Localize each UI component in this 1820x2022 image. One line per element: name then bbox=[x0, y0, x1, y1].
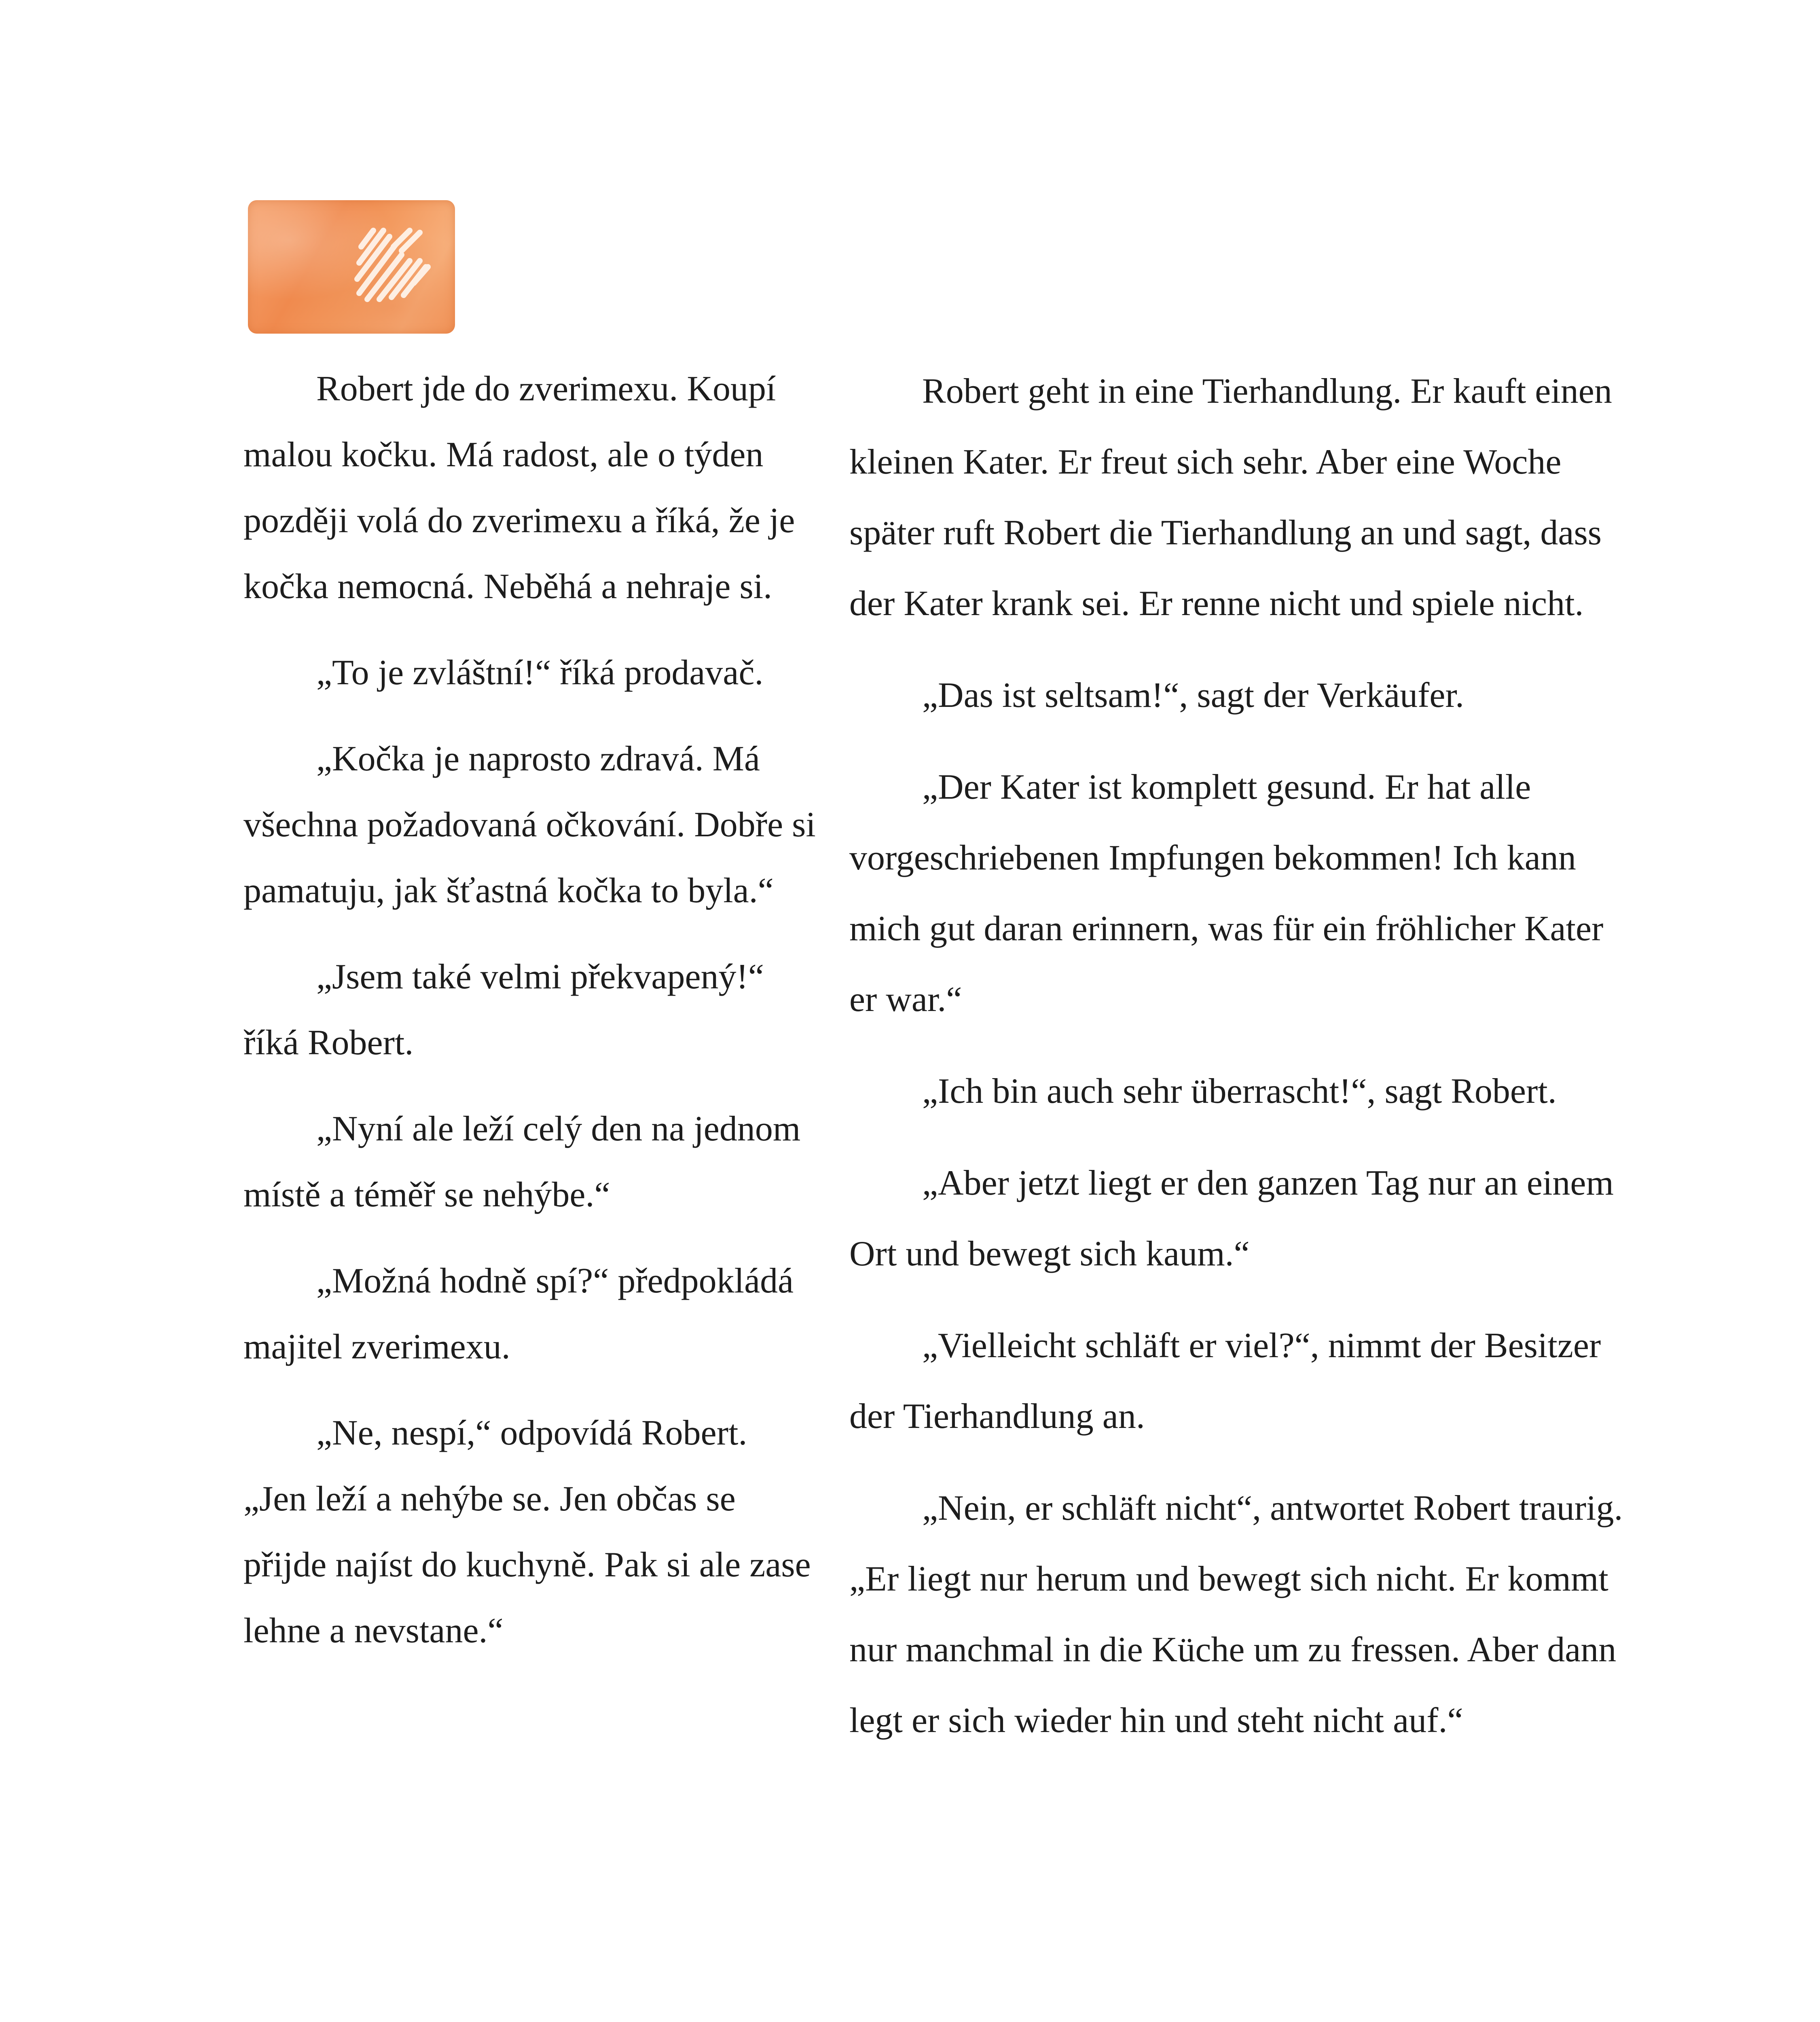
german-paragraph-3: „Der Kater ist komplett gesund. Er hat alle vorgeschriebenen Impfungen bekommen! Ich kann mich gut daran erinnern, was für ein fröhlicher Kater er war.“ bbox=[849, 768, 1604, 1019]
czech-paragraph-2: „To je zvláštní!“ říká prodavač. bbox=[316, 653, 764, 692]
german-paragraph-2: „Das ist seltsam!“, sagt der Verkäufer. bbox=[922, 676, 1464, 715]
german-paragraph-6: „Vielleicht schläft er viel?“, nimmt der Besitzer der Tierhandlung an. bbox=[849, 1326, 1601, 1436]
czech-paragraph-6: „Možná hodně spí?“ předpokládá majitel zverimexu. bbox=[243, 1261, 794, 1366]
czech-paragraph-7: „Ne, nespí,“ odpovídá Robert. „Jen leží a nehýbe se. Jen občas se přijde najíst do kuchyně. Pak si ale zase lehne a nevstane.“ bbox=[243, 1413, 811, 1650]
czech-paragraph-1: Robert jde do zverimexu. Koupí malou kočku. Má radost, ale o týden později volá do zverimexu a říká, že je kočka nemocná. Neběhá a nehraje si. bbox=[243, 369, 795, 606]
czech-paragraph-4: „Jsem také velmi překvapený!“ říká Robert. bbox=[243, 957, 764, 1062]
german-paragraph-5: „Aber jetzt liegt er den ganzen Tag nur an einem Ort und bewegt sich kaum.“ bbox=[849, 1163, 1614, 1273]
decorative-badge bbox=[248, 200, 455, 334]
decorative-stripes-icon bbox=[349, 222, 434, 307]
german-paragraph-4: „Ich bin auch sehr überrascht!“, sagt Robert. bbox=[922, 1072, 1557, 1111]
czech-column bbox=[243, 356, 818, 1664]
german-column bbox=[849, 356, 1626, 1756]
czech-paragraph-3: „Kočka je naprosto zdravá. Má všechna požadovaná očkování. Dobře si pamatuju, jak šťastná kočka to byla.“ bbox=[243, 739, 816, 910]
czech-paragraph-5: „Nyní ale leží celý den na jednom místě a téměř se nehýbe.“ bbox=[243, 1109, 801, 1214]
german-paragraph-7: „Nein, er schläft nicht“, antwortet Robert traurig. „Er liegt nur herum und bewegt sich nicht. Er kommt nur manchmal in die Küche um zu fressen. Aber dann legt er sich wieder hin und steht nicht auf.“ bbox=[849, 1489, 1623, 1740]
german-paragraph-1: Robert geht in eine Tierhandlung. Er kauft einen kleinen Kater. Er freut sich sehr. Aber eine Woche später ruft Robert die Tierhandlung an und sagt, dass der Kater krank sei. Er renne nicht und spiele nicht. bbox=[849, 372, 1612, 623]
